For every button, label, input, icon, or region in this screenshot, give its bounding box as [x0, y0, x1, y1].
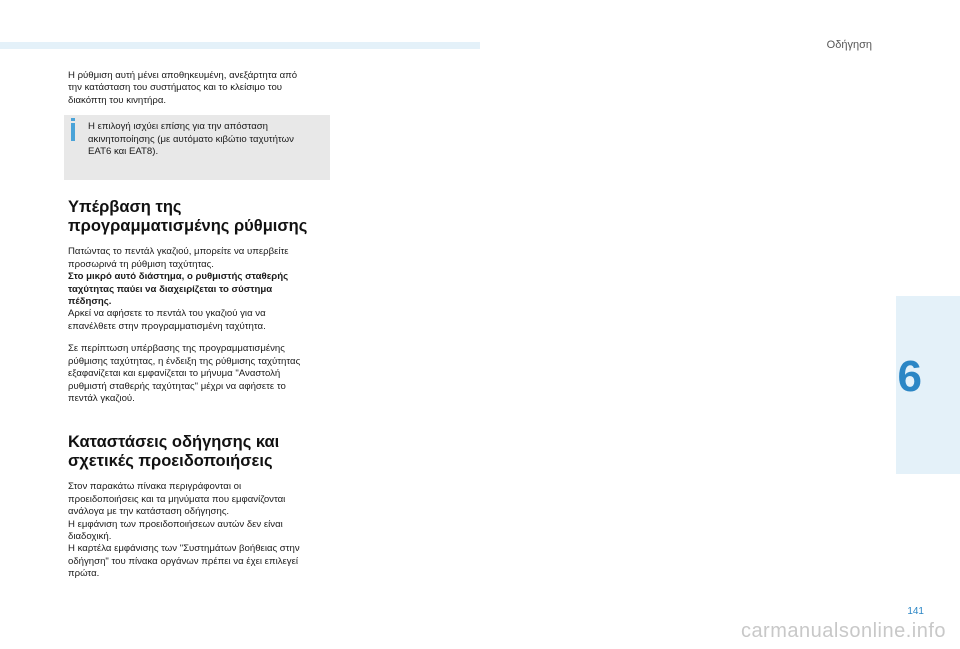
text-line: Η επιλογή ισχύει επίσης για την απόσταση	[88, 121, 268, 133]
override-paragraph	[68, 246, 326, 333]
main-column	[68, 70, 326, 591]
text-line: ρυθμιστή σταθερής ταχύτητας" μέχρι να αφήσετε το	[68, 380, 286, 392]
text-line: ακινητοποίησης (με αυτόματο κιβώτιο ταχυτήτων	[88, 133, 294, 145]
page-header-title: Οδήγηση	[826, 39, 872, 51]
section-heading-override	[68, 198, 326, 236]
text-line: διαδοχική.	[68, 530, 112, 542]
text-line: πεντάλ γκαζιού.	[68, 392, 135, 404]
watermark: carmanualsonline.info	[740, 620, 946, 642]
text-line: εξαφανίζεται και εμφανίζεται το μήνυμα "Αναστολή	[68, 368, 281, 380]
text-line: Η ρύθμιση αυτή μένει αποθηκευμένη, ανεξάρτητα από	[68, 70, 298, 81]
driving-situations-paragraph	[68, 481, 326, 580]
override-message-paragraph	[68, 343, 326, 405]
header-rule	[0, 42, 480, 49]
text-line: Στον παρακάτω πίνακα περιγράφονται οι	[68, 481, 242, 493]
text-line: Η εμφάνιση των προειδοποιήσεων αυτών δεν είναι	[68, 518, 283, 530]
text-line: πρώτα.	[68, 568, 100, 580]
intro-paragraph	[68, 70, 326, 107]
text-line: ρύθμισης ταχύτητας, η ένδειξη της ρύθμισης ταχύτητας	[68, 355, 301, 367]
info-note-box	[64, 115, 330, 180]
text-line: οδήγηση" του πίνακα οργάνων πρέπει να έχει επιλεγεί	[68, 555, 298, 567]
note-text	[88, 121, 324, 158]
bold-line: ταχύτητας παύει να διαχειρίζεται το σύστημα	[68, 283, 273, 295]
text-line: προειδοποιήσεις και τα μηνύματα που εμφανίζονται	[68, 493, 286, 505]
text-line: προσωρινά τη ρύθμιση ταχύτητας.	[68, 258, 214, 270]
bold-line: πέδησης.	[68, 296, 112, 308]
chapter-number: 6	[897, 352, 922, 401]
heading-line: προγραμματισμένης ρύθμισης	[68, 217, 308, 236]
info-icon	[71, 123, 75, 141]
heading-line: Καταστάσεις οδήγησης και	[68, 433, 280, 452]
text-line: την κατάσταση του συστήματος και το κλείσιμο του	[68, 82, 283, 94]
text-line: Αρκεί να αφήσετε το πεντάλ του γκαζιού για να	[68, 308, 266, 320]
text-line: διακόπτη του κινητήρα.	[68, 94, 167, 106]
section-heading-driving-situations	[68, 433, 326, 471]
heading-line: σχετικές προειδοποιήσεις	[68, 452, 273, 471]
text-line: EAT6 και EAT8).	[88, 146, 159, 158]
page-number: 141	[907, 606, 924, 617]
text-line: ανάλογα με την κατάσταση οδήγησης.	[68, 506, 230, 518]
text-line: Σε περίπτωση υπέρβασης της προγραμματισμένης	[68, 343, 285, 355]
text-line: Η καρτέλα εμφάνισης των "Συστημάτων βοήθειας στην	[68, 543, 300, 555]
heading-line: Υπέρβαση της	[68, 198, 182, 217]
bold-line: Στο μικρό αυτό διάστημα, ο ρυθμιστής σταθερής	[68, 271, 289, 283]
text-line: Πατώντας το πεντάλ γκαζιού, μπορείτε να υπερβείτε	[68, 246, 289, 258]
text-line: επανέλθετε στην προγραμματισμένη ταχύτητα.	[68, 320, 266, 332]
